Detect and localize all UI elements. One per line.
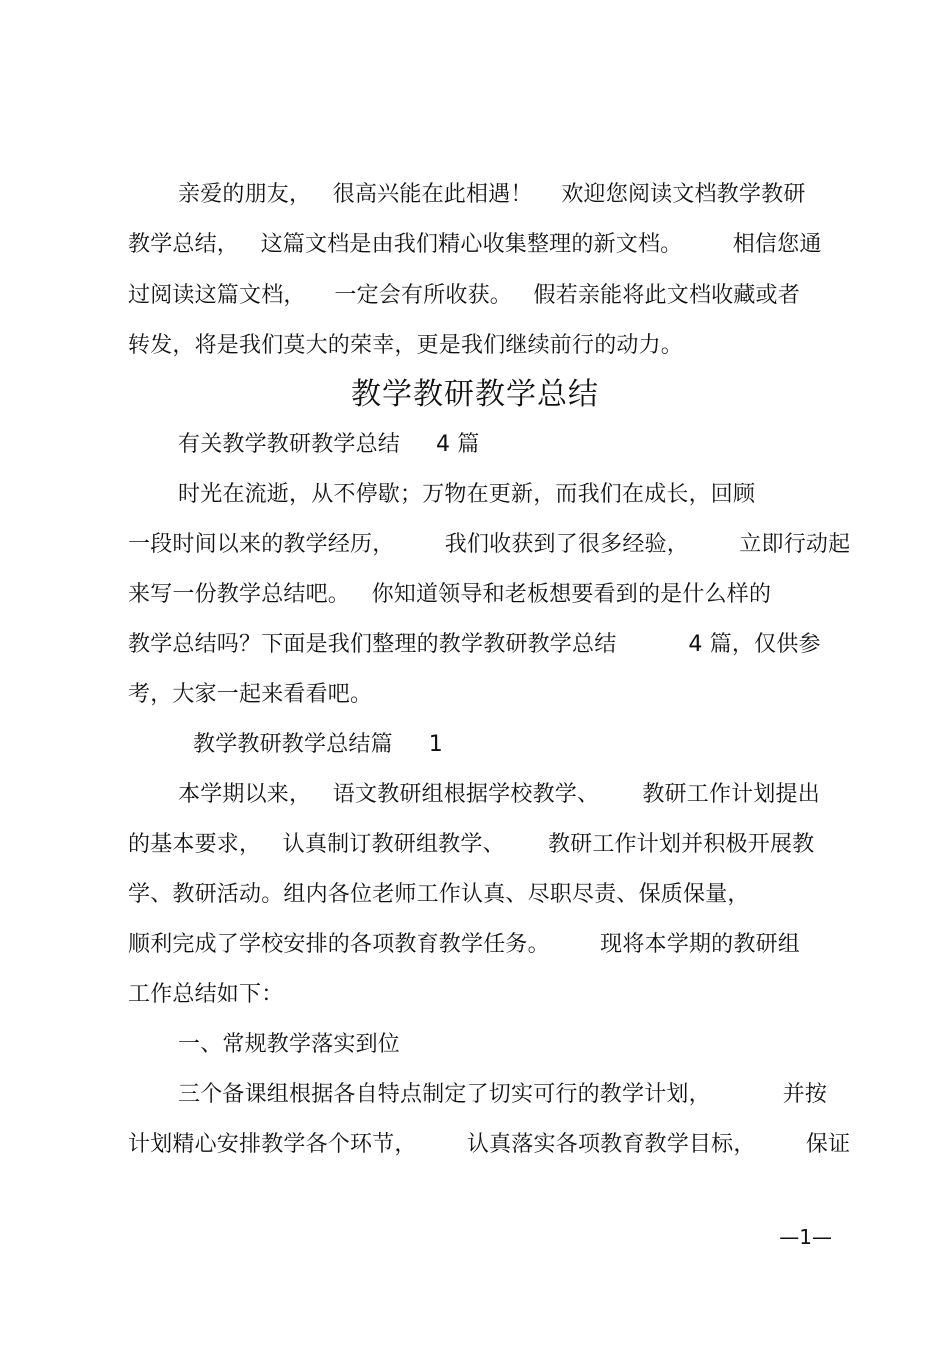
intro-line-1: 亲爱的朋友， 很高兴能在此相遇！ 欢迎您阅读文档教学教研 — [178, 182, 806, 207]
intro-line-3: 过阅读这篇文档， 一定会有所收获。 假若亲能将此文档收藏或者 — [128, 283, 800, 308]
sub-heading: 一、常规教学落实到位 — [178, 1032, 401, 1057]
paragraph-2-line-1: 本学期以来， 语文教研组根据学校教学、 教研工作计划提出 — [178, 782, 820, 807]
page-number: —1— — [779, 1225, 832, 1249]
paragraph-2-line-2: 的基本要求， 认真制订教研组教学、 教研工作计划并积极开展教 — [128, 832, 815, 857]
document-subtitle: 有关教学教研教学总结 4 篇 — [178, 432, 480, 457]
paragraph-1-line-4: 教学总结吗？下面是我们整理的教学教研教学总结 4 篇，仅供参 — [128, 632, 821, 657]
intro-line-4: 转发，将是我们莫大的荣幸，更是我们继续前行的动力。 — [128, 333, 684, 358]
intro-line-2: 教学总结， 这篇文档是由我们精心收集整理的新文档。 相信您通 — [128, 232, 822, 257]
paragraph-2-line-4: 顺利完成了学校安排的各项教育教学任务。 现将本学期的教研组 — [128, 932, 800, 957]
paragraph-2-line-5: 工作总结如下： — [128, 982, 284, 1007]
paragraph-1-line-3: 来写一份教学总结吧。 你知道领导和老板想要看到的是什么样的 — [128, 582, 772, 607]
paragraph-3-line-2: 计划精心安排教学各个环节， 认真落实各项教育教学目标， 保证 — [128, 1132, 851, 1157]
paragraph-1-line-1: 时光在流逝，从不停歇；万物在更新，而我们在成长，回顾 — [178, 482, 756, 507]
section-heading: 教学教研教学总结篇 1 — [193, 732, 443, 757]
paragraph-1-line-2: 一段时间以来的教学经历， 我们收获到了很多经验， 立即行动起 — [128, 532, 851, 557]
paragraph-2-line-3: 学、教研活动。组内各位老师工作认真、尽职尽责、保质保量， — [128, 882, 750, 907]
paragraph-3-line-1: 三个备课组根据各自特点制定了切实可行的教学计划， 并按 — [178, 1082, 828, 1107]
document-title: 教学教研教学总结 — [351, 377, 599, 412]
paragraph-1-line-5: 考，大家一起来看看吧。 — [128, 682, 373, 707]
